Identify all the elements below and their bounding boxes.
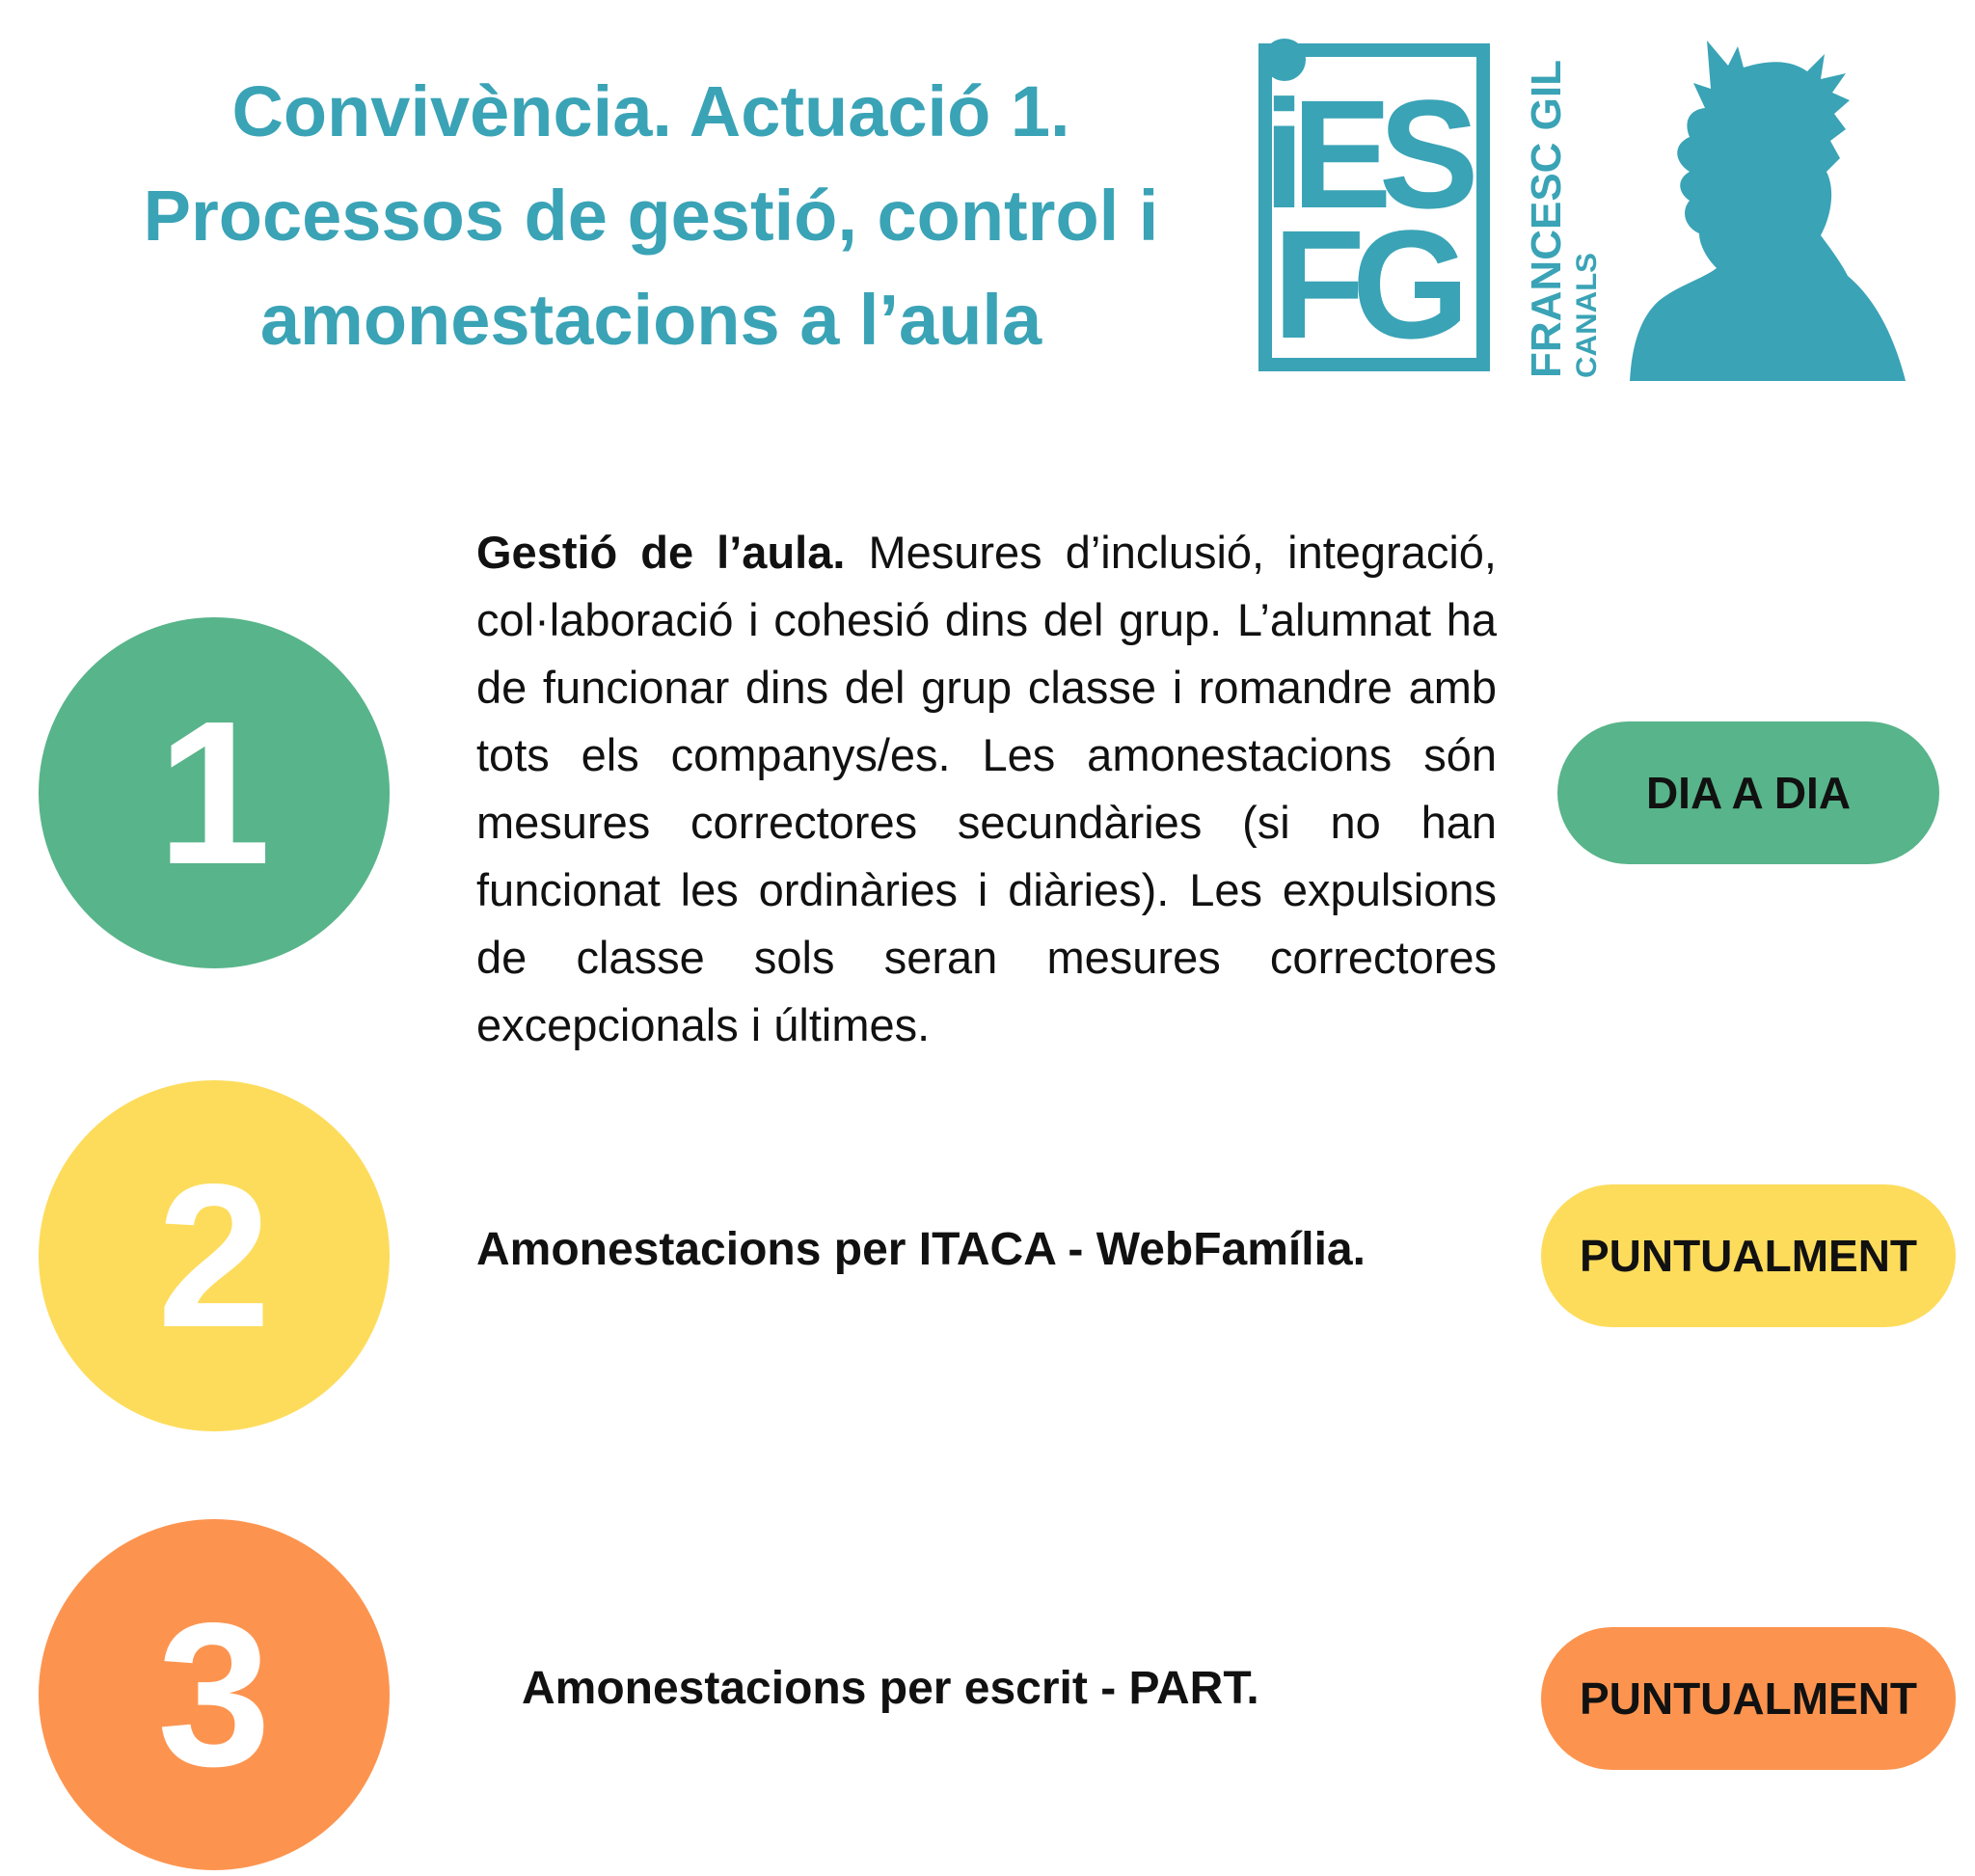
step-1-heading: Gestió de l’aula. xyxy=(476,527,846,578)
step-1-text: Mesures d’inclusió, integració, col·laboració i cohesió dins del grup. L’alumnat ha de funcionar dins del grup classe i romandre amb tots els companys/es. Les amonestacions són mesures correctores secundàries (si no han funcionat les ordinàries i diàries). Les expulsions de classe sols seran mesures correctores excepcionals i últimes. xyxy=(476,527,1497,1050)
step-2-number-badge: 2 xyxy=(39,1080,390,1431)
step-1-frequency-badge: DIA A DIA xyxy=(1557,721,1939,864)
logo-name-secondary: CANALS xyxy=(1571,258,1603,378)
title-line: Processos de gestió, control i xyxy=(143,176,1159,256)
step-3-description: Amonestacions per escrit - PART. xyxy=(522,1663,1259,1714)
iesfg-mark xyxy=(1263,39,1483,370)
step-2-frequency-badge: PUNTUALMENT xyxy=(1541,1184,1956,1327)
logo-name: FRANCESC GIL xyxy=(1523,60,1570,378)
step-3-frequency-badge: PUNTUALMENT xyxy=(1541,1627,1956,1770)
school-logo xyxy=(1254,29,1919,395)
title-line: amonestacions a l’aula xyxy=(259,280,1042,360)
step-1-number-badge: 1 xyxy=(39,617,390,968)
logo-mark-ies: iES xyxy=(1263,68,1474,240)
step-3-number-badge: 3 xyxy=(39,1519,390,1870)
title-line: Convivència. Actuació 1. xyxy=(231,71,1070,151)
logo-mark-fg: FG xyxy=(1273,198,1461,370)
step-2-description: Amonestacions per ITACA - WebFamília. xyxy=(476,1224,1366,1275)
step-1-description xyxy=(476,519,1497,1059)
portrait-silhouette-icon xyxy=(1630,41,1906,381)
page-title xyxy=(58,60,1244,372)
